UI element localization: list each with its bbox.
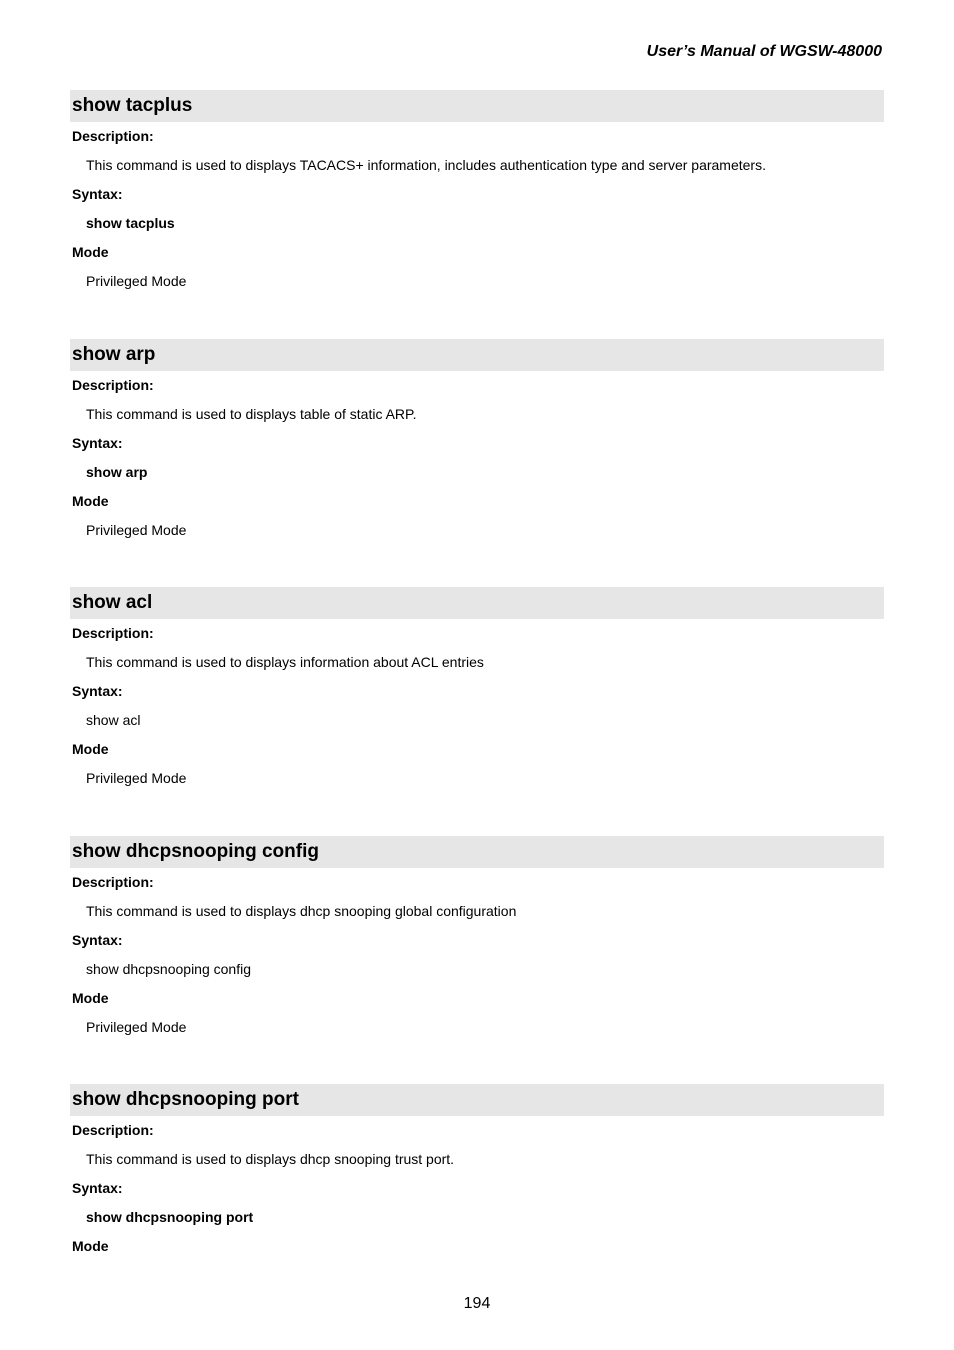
description-label: Description: (72, 873, 154, 890)
mode-text: Privileged Mode (86, 1018, 187, 1035)
mode-label: Mode (72, 1238, 109, 1254)
mode-text: Privileged Mode (86, 770, 187, 786)
section-heading: show acl (70, 587, 884, 619)
description-label: Description: (72, 376, 154, 393)
description-text: This command is used to displays TACACS+ information, includes authentication type and server parameters. (86, 157, 766, 173)
page-number: 194 (463, 1295, 491, 1312)
description-text: This command is used to displays information about ACL entries (86, 654, 484, 670)
section-heading: show arp (70, 339, 884, 371)
command-section-show-tacplus (70, 90, 884, 339)
command-section-show-acl (70, 587, 884, 836)
mode-label: Mode (72, 244, 109, 260)
syntax-text: show arp (86, 463, 148, 480)
mode-label: Mode (72, 492, 109, 509)
description-text: This command is used to displays dhcp snooping global configuration (86, 902, 517, 919)
syntax-text: show tacplus (86, 215, 175, 231)
description-label: Description: (72, 1122, 154, 1138)
command-section-show-arp (70, 339, 884, 588)
section-heading: show dhcpsnooping port (70, 1084, 884, 1116)
description-label: Description: (72, 625, 154, 641)
mode-label: Mode (72, 989, 109, 1006)
description-text: This command is used to displays table of static ARP. (86, 405, 417, 422)
syntax-text: show acl (86, 712, 141, 728)
syntax-text: show dhcpsnooping config (86, 960, 252, 977)
document-header-title: User’s Manual of WGSW-48000 (646, 43, 882, 60)
mode-label: Mode (72, 741, 109, 757)
syntax-label: Syntax: (72, 186, 123, 202)
section-heading: show dhcpsnooping config (70, 836, 884, 868)
command-sections (70, 90, 884, 1333)
mode-text: Privileged Mode (86, 521, 187, 538)
syntax-label: Syntax: (72, 1180, 123, 1196)
description-text: This command is used to displays dhcp snooping trust port. (86, 1151, 455, 1167)
description-label: Description: (72, 128, 154, 144)
syntax-text: show dhcpsnooping port (86, 1209, 254, 1225)
section-heading: show tacplus (70, 90, 884, 122)
syntax-label: Syntax: (72, 683, 123, 699)
syntax-label: Syntax: (72, 434, 123, 451)
mode-text: Privileged Mode (86, 273, 187, 289)
syntax-label: Syntax: (72, 931, 123, 948)
command-section-show-dhcpsnooping-config (70, 836, 884, 1085)
